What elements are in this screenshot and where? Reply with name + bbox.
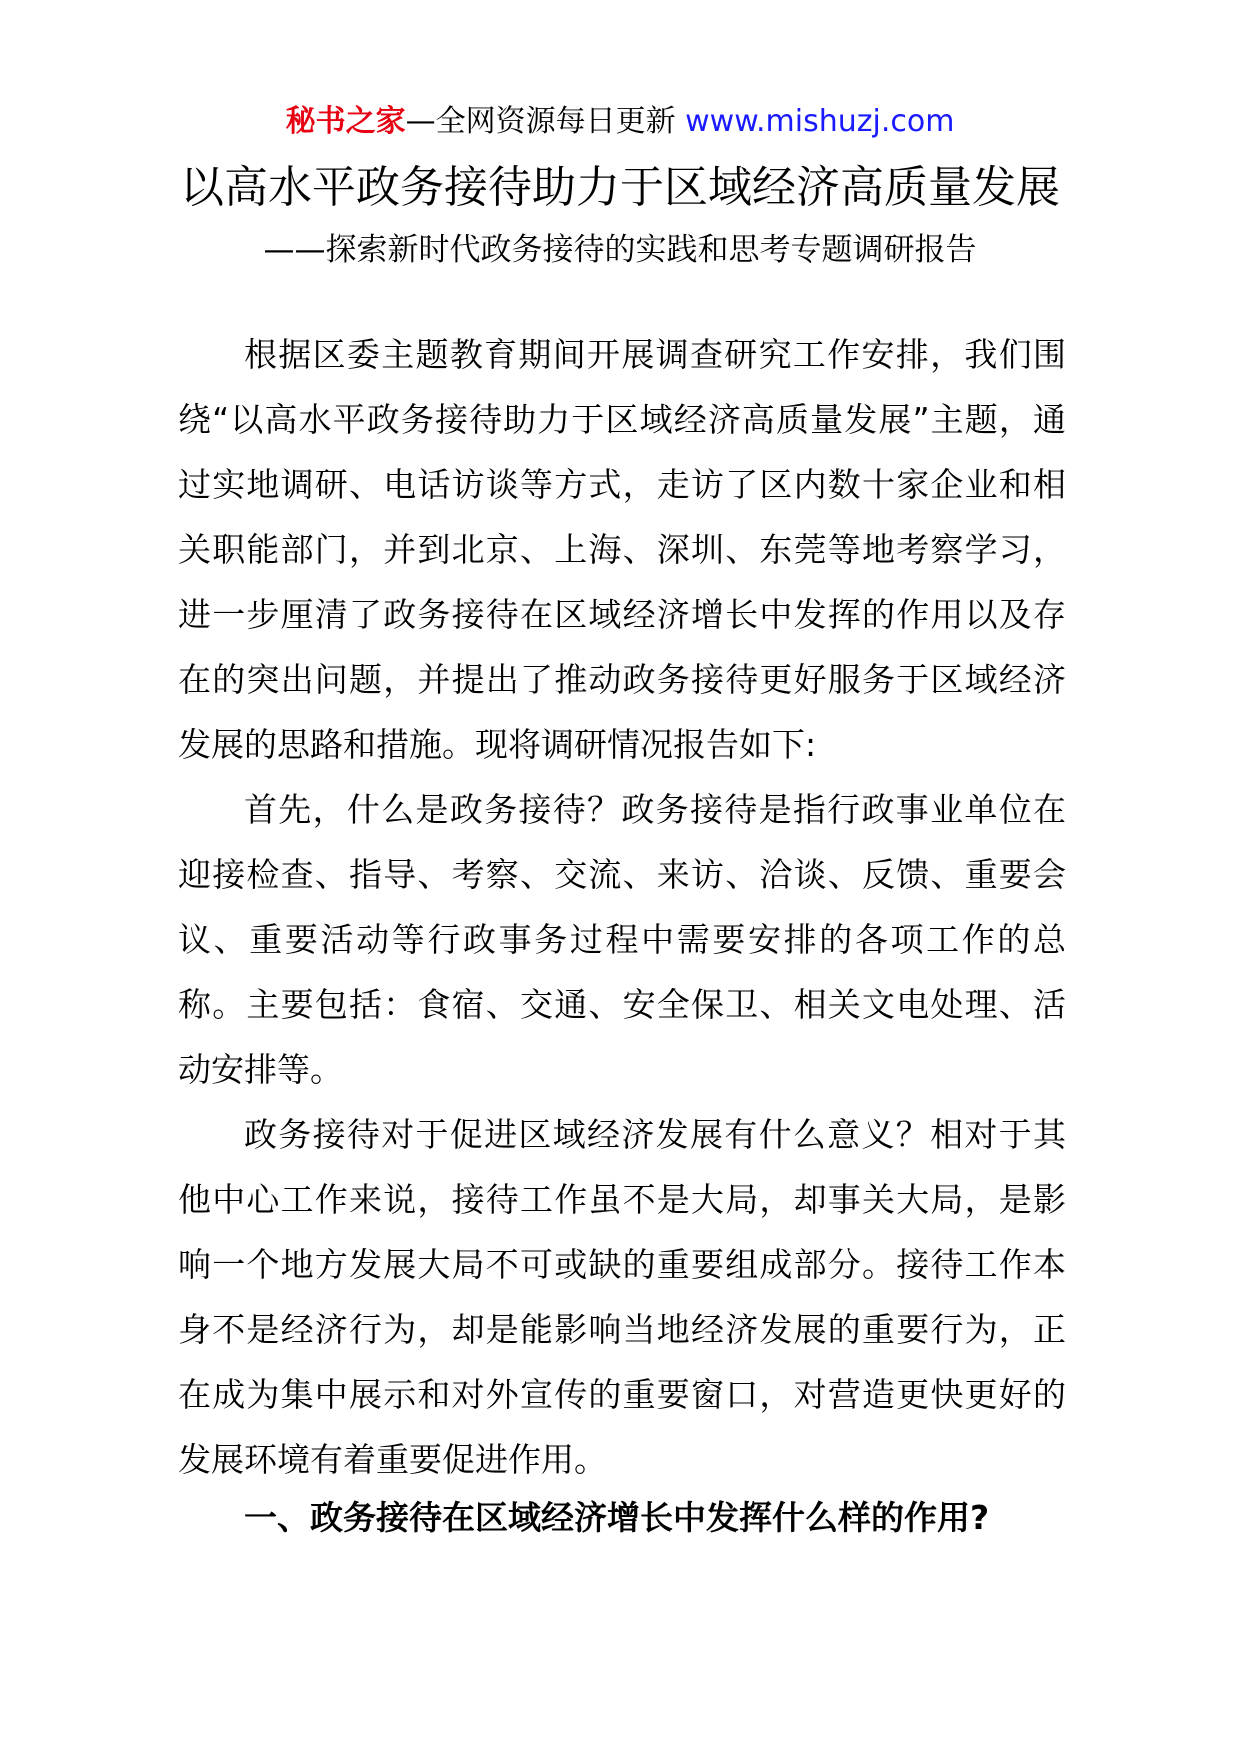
- body-paragraph: 根据区委主题教育期间开展调查研究工作安排，我们围绕“以高水平政务接待助力于区域经济高质量发展”主题，通过实地调研、电话访谈等方式，走访了区内数十家企业和相关职能部门，并到北京、上海、深圳、东莞等地考察学习，进一步厘清了政务接待在区域经济增长中发挥的作用以及存在的突出问题，并提出了推动政务接待更好服务于区域经济发展的思路和措施。现将调研情况报告如下:: [178, 335, 1066, 764]
- brand-name: 秘书之家: [285, 104, 406, 139]
- body-paragraph: 政务接待对于促进区域经济发展有什么意义？相对于其他中心工作来说，接待工作虽不是大局，却事关大局，是影响一个地方发展大局不可或缺的重要组成部分。接待工作本身不是经济行为，却是能影响当地经济发展的重要行为，正在成为集中展示和对外宣传的重要窗口，对营造更快更好的发展环境有着重要促进作用。: [178, 1115, 1066, 1479]
- site-url-link[interactable]: www.mishuzj.com: [685, 104, 955, 139]
- site-header: [0, 100, 1240, 144]
- document-title: 以高水平政务接待助力于区域经济高质量发展: [180, 162, 1060, 213]
- document-body: [178, 322, 1066, 1492]
- header-tagline: —全网资源每日更新: [405, 104, 686, 139]
- body-paragraph: 首先，什么是政务接待？政务接待是指行政事业单位在迎接检查、指导、考察、交流、来访、洽谈、反馈、重要会议、重要活动等行政事务过程中需要安排的各项工作的总称。主要包括：食宿、交通、安全保卫、相关文电处理、活动安排等。: [178, 790, 1066, 1089]
- document-subtitle: ——探索新时代政务接待的实践和思考专题调研报告: [263, 232, 977, 268]
- section-heading: 一、政务接待在区域经济增长中发挥什么样的作用?: [244, 1498, 990, 1537]
